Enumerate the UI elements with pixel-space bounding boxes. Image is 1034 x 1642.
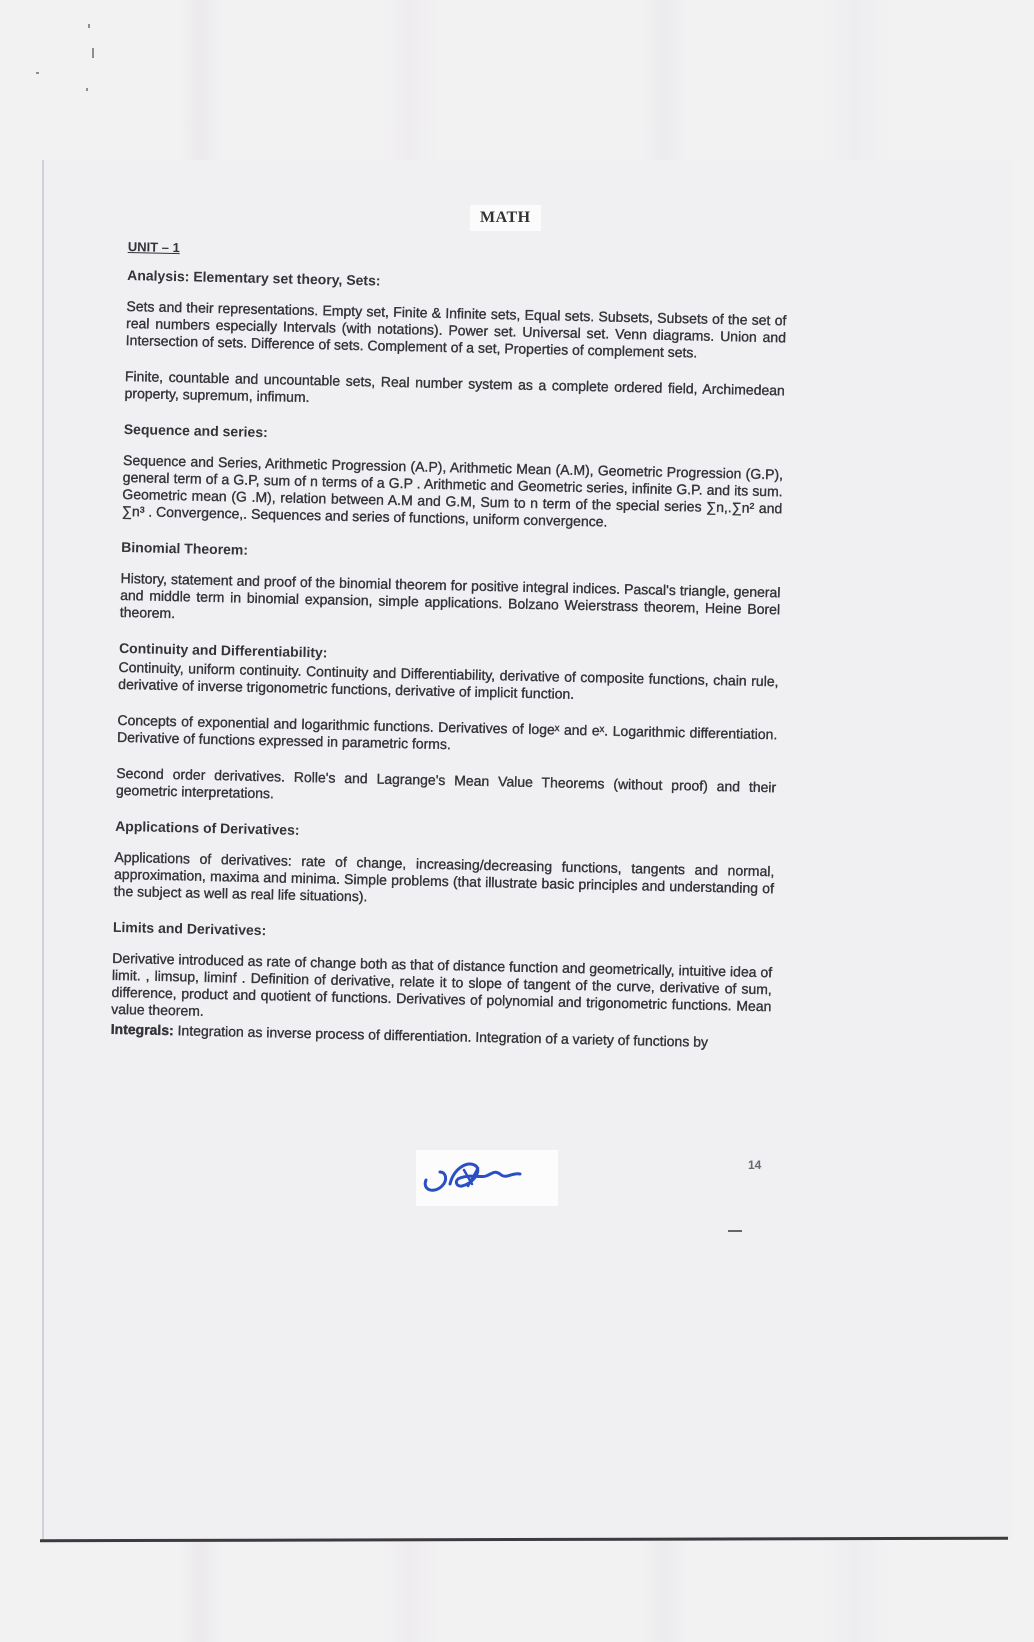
integrals-label: Integrals:	[110, 1020, 174, 1039]
paragraph: Applications of derivatives: rate of change, increasing/decreasing functions, tangents and normal, approximation, maxima and minima. Simple problems (that illustrate basic principles and understanding of the subject as well as real life situations).	[113, 848, 775, 905]
section-heading-set-theory: Analysis: Elementary set theory, Sets:	[127, 266, 381, 289]
signature	[416, 1150, 558, 1206]
scan-speck	[36, 72, 39, 74]
page-number: 14	[748, 1158, 762, 1172]
paragraph: Finite, countable and uncountable sets, Real number system as a complete ordered field, Archimedean property, supremum, infimum.	[124, 367, 786, 405]
section-heading-sequence-series: Sequence and series:	[123, 420, 268, 441]
paragraph: Derivative introduced as rate of change both as that of distance function and geometrically, intuitive idea of limit. , limsup, liminf . Definition of derivative, relate it to slope of tangent of the curve, derivative of sum, difference, product and quotient of functions. Derivatives of polynomial and trigonometric functions. Mean value theorem.	[111, 949, 773, 1019]
section-heading-continuity: Continuity and Differentiability:	[118, 639, 328, 661]
paragraph: Concepts of exponential and logarithmic functions. Derivatives of logeˣ and eˣ. Logarithmic differentiation. Derivative of functions expressed in parametric forms.	[116, 711, 778, 753]
paragraph: Second order derivatives. Rolle's and Lagrange's Mean Value Theorems (without proof) and their geometric interpretations.	[115, 764, 777, 802]
handwritten-signature	[416, 1150, 558, 1206]
section-heading-limits: Limits and Derivatives:	[112, 918, 267, 939]
scan-speck	[88, 24, 90, 28]
scan-speck	[92, 48, 94, 58]
page-title: MATH	[470, 205, 541, 231]
paragraph: Sets and their representations. Empty set, Finite & Infinite sets, Equal sets. Subsets, Subsets of the set of real numbers especially Intervals (with notations). Power set. Universal set. Venn diagrams. Union and Intersection of sets. Difference of sets. Complement of a set, Properties of complement sets.	[125, 297, 787, 361]
syllabus-content	[110, 238, 788, 1071]
scan-speck	[86, 88, 88, 91]
unit-label: UNIT – 1	[127, 238, 180, 256]
paragraph: Sequence and Series, Arithmetic Progression (A.P), Arithmetic Mean (A.M), Geometric Progression (G.P), general term of a G.P, sum of n terms of a G.P . Arithmetic and Geometric series, infinite G.P. and its sum. Geometric mean (G .M), relation between A.M and G.M, Sum to n term of the special series ∑n,.∑n² and ∑n³ . Convergence,. Sequences and series of functions, uniform convergence.	[121, 451, 784, 530]
paragraph: Continuity, uniform continuity. Continuity and Differentiability, derivative of composite functions, chain rule, derivative of inverse trigonometric functions, derivative of implicit function.	[118, 658, 779, 702]
margin-dash	[728, 1230, 742, 1232]
paragraph: History, statement and proof of the binomial theorem for positive integral indices. Pascal's triangle, general and middle term in binomial expansion, simple applications. Bolzano Weierstrass theorem, Heine Borel theorem.	[119, 569, 781, 622]
section-heading-applications: Applications of Derivatives:	[114, 817, 300, 838]
section-heading-binomial: Binomial Theorem:	[121, 538, 249, 558]
integrals-text: Integration as inverse process of differentiation. Integration of a variety of functions by	[177, 1022, 709, 1050]
